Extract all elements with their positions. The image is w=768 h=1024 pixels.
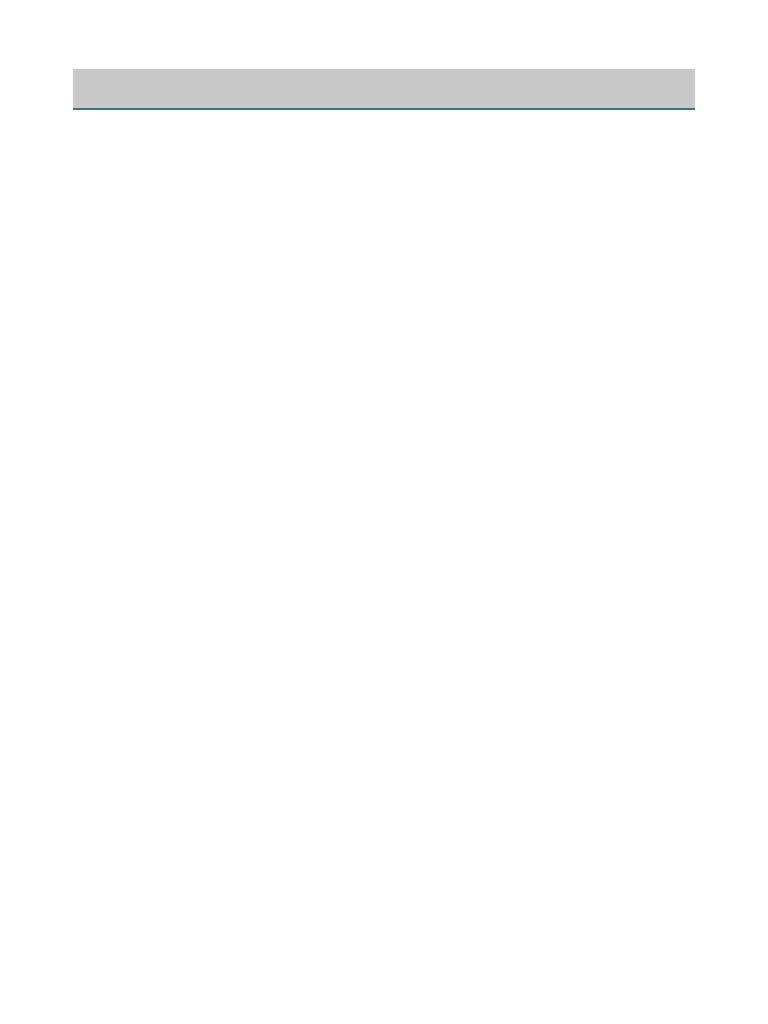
table-header	[73, 69, 695, 110]
system-nephrology	[73, 593, 235, 861]
system-pulmonary	[73, 291, 235, 593]
system-cardiovascular	[73, 111, 235, 291]
system-unlabeled	[73, 861, 235, 922]
